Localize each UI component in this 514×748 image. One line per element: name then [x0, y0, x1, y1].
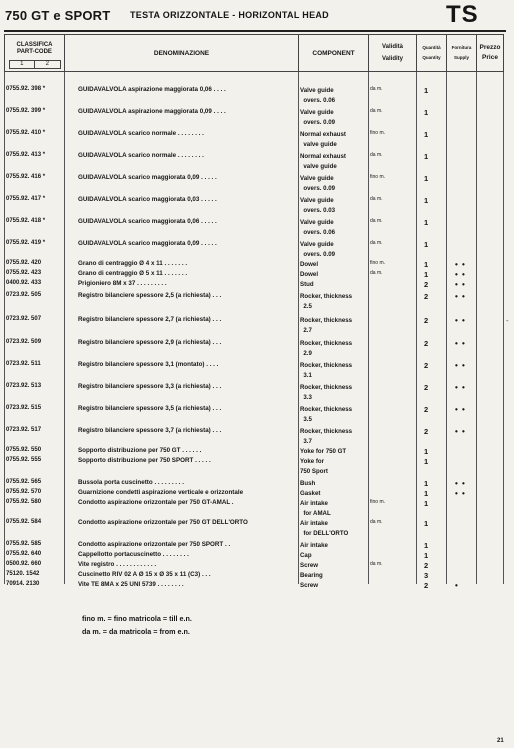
part-description: GUIDAVALVOLA scarico maggiorata 0,09 . . . . .: [78, 240, 217, 247]
part-description: Vite TE 8MA x 25 UNI 5739 . . . . . . . .: [78, 581, 184, 588]
part-code: 0755.92. 565: [6, 479, 42, 485]
part-validity: da m.: [370, 152, 383, 158]
part-component: Rocker, thickness 3.5: [300, 406, 353, 423]
note-fino-matricola: fino m. = fino matricola = till e.n.: [82, 614, 192, 623]
part-description: Bussola porta cuscinetto . . . . . . . . .: [78, 479, 184, 486]
part-code: 0723.92. 507: [6, 316, 42, 322]
part-component: Cap: [300, 552, 312, 559]
code-subcolumn-2: 2: [45, 61, 49, 67]
part-description: Prigioniero 8M x 37 . . . . . . . . .: [78, 280, 167, 287]
part-description: Cuscinetto RIV 02 A Ø 15 x Ø 35 x 11 (C3) . . .: [78, 571, 211, 578]
part-supply: • •: [455, 361, 466, 370]
part-validity: fino m.: [370, 499, 386, 505]
part-description: Registro bilanciere spessore 2,5 (a richiesta) . . .: [78, 292, 222, 299]
part-component: Screw: [300, 562, 319, 569]
part-description: GUIDAVALVOLA aspirazione maggiorata 0,06 . . . .: [78, 86, 226, 93]
part-description: GUIDAVALVOLA scarico maggiorata 0,03 . . . . .: [78, 196, 217, 203]
part-validity: da m.: [370, 519, 383, 525]
part-code: 0755.92. 640: [6, 551, 42, 557]
part-code: 0723.92. 511: [6, 361, 41, 367]
part-component: Rocker, thickness 2.5: [300, 293, 353, 310]
part-code: 70914. 2130: [6, 581, 40, 587]
part-quantity: 1: [424, 519, 429, 528]
part-description: Cappellotto portacuscinetto . . . . . . . .: [78, 551, 189, 558]
notes: [82, 612, 192, 638]
part-code: 0400.92. 433: [6, 280, 42, 286]
part-code: 0755.92. 555: [6, 457, 42, 463]
column-header-name: DENOMINAZIONE: [65, 35, 299, 71]
part-supply: • •: [455, 427, 466, 436]
part-validity: fino m.: [370, 174, 386, 180]
part-code: 0755.92. 417 *: [6, 196, 46, 202]
part-component: Valve guide overs. 0.06: [300, 87, 336, 104]
part-quantity: 1: [424, 174, 429, 183]
part-component: Bearing: [300, 572, 323, 579]
part-validity: da m.: [370, 108, 383, 114]
part-component: Air intake for DELL'ORTO: [300, 520, 349, 537]
part-description: GUIDAVALVOLA scarico maggiorata 0,06 . . . . .: [78, 218, 217, 225]
code-header-line1: CLASSIFICA: [16, 42, 53, 48]
quantity-header-it: Quantità: [422, 45, 441, 50]
part-code: 0755.92. 580: [6, 499, 42, 505]
part-description: Registro bilanciere spessore 2,7 (a richiesta) . . .: [78, 316, 222, 323]
part-quantity: 1: [424, 218, 429, 227]
part-quantity: 2: [424, 405, 429, 414]
part-validity: da m.: [370, 218, 383, 224]
part-code: 0723.92. 515: [6, 405, 42, 411]
part-code: 0755.92. 413 *: [6, 152, 46, 158]
part-supply: • •: [455, 280, 466, 289]
part-description: Registro bilanciere spessore 3,1 (montato) . . . .: [78, 361, 219, 368]
part-code: 0755.92. 550: [6, 447, 42, 453]
part-supply: • •: [455, 270, 466, 279]
part-component: Valve guide overs. 0.09: [300, 109, 336, 126]
part-component: Rocker, thickness 2.7: [300, 317, 353, 334]
part-component: Dowel: [300, 271, 319, 278]
part-description: GUIDAVALVOLA scarico normale . . . . . . . .: [78, 130, 204, 137]
part-component: Valve guide overs. 0.03: [300, 197, 336, 214]
part-quantity: 1: [424, 551, 429, 560]
part-quantity: 1: [424, 86, 429, 95]
page-title: 750 GT e SPORT: [5, 8, 111, 23]
part-code: 0723.92. 513: [6, 383, 42, 389]
supply-header-en: Supply: [453, 55, 469, 60]
part-supply: • •: [455, 292, 466, 301]
part-component: Normal exhaust valve guide: [300, 153, 346, 170]
part-description: Condotto aspirazione orizzontale per 750 GT DELL'ORTO: [78, 519, 248, 526]
part-description: GUIDAVALVOLA scarico normale . . . . . . . .: [78, 152, 204, 159]
part-quantity: 1: [424, 447, 429, 456]
part-component: Screw: [300, 582, 319, 589]
part-component: Stud: [300, 281, 314, 288]
part-code: 75120. 1542: [6, 571, 40, 577]
part-code: 0755.92. 416 *: [6, 174, 46, 180]
part-quantity: 2: [424, 427, 429, 436]
part-quantity: 1: [424, 130, 429, 139]
part-component: Rocker, thickness 3.1: [300, 362, 353, 379]
part-description: Condotto aspirazione orizzontale per 750 SPORT . .: [78, 541, 231, 548]
page-subtitle: TESTA ORIZZONTALE - HORIZONTAL HEAD: [130, 10, 329, 20]
part-code: 0755.92. 398 *: [6, 86, 46, 92]
part-code: 0755.92. 399 *: [6, 108, 46, 114]
supply-header-it: Fornitura: [451, 45, 472, 50]
part-component: Bush: [300, 480, 316, 487]
part-code: 0723.92. 505: [6, 292, 42, 298]
part-code: 0755.92. 419 *: [6, 240, 46, 246]
part-description: GUIDAVALVOLA aspirazione maggiorata 0,09 . . . .: [78, 108, 226, 115]
part-code: 0723.92. 517: [6, 427, 42, 433]
part-code: 0500.92. 660: [6, 561, 42, 567]
part-quantity: 1: [424, 479, 429, 488]
part-quantity: 2: [424, 316, 429, 325]
part-description: Sopporto distribuzione per 750 SPORT . . . . .: [78, 457, 211, 464]
code-header-line2: PART-CODE: [17, 49, 52, 55]
part-description: Registro bilanciere spessore 3,3 (a richiesta) . . .: [78, 383, 222, 390]
part-validity: da m.: [370, 561, 383, 567]
part-description: Grano di centraggio Ø 5 x 11 . . . . . . .: [78, 270, 188, 277]
part-supply: • •: [455, 316, 466, 325]
part-supply: • •: [455, 339, 466, 348]
part-quantity: 1: [424, 152, 429, 161]
validity-header-en: Validity: [381, 56, 403, 62]
part-code: 0755.92. 570: [6, 489, 42, 495]
part-validity: da m.: [370, 270, 383, 276]
part-quantity: 1: [424, 499, 429, 508]
part-supply: •: [455, 581, 459, 590]
quantity-header-en: Quantity: [422, 55, 441, 60]
part-code: 0723.92. 509: [6, 339, 42, 345]
part-component: Air intake for AMAL: [300, 500, 331, 517]
price-header-en: Price: [482, 54, 498, 61]
part-component: Yoke for 750 Sport: [300, 458, 328, 475]
part-description: Registro bilanciere spessore 3,7 (a richiesta) . . .: [78, 427, 222, 434]
part-quantity: 1: [424, 489, 429, 498]
part-component: Gasket: [300, 490, 321, 497]
part-description: Registro bilanciere spessore 3,5 (a richiesta) . . .: [78, 405, 222, 412]
part-quantity: 1: [424, 457, 429, 466]
part-quantity: 1: [424, 240, 429, 249]
part-quantity: 1: [424, 260, 429, 269]
part-supply: • •: [455, 260, 466, 269]
part-quantity: 1: [424, 196, 429, 205]
part-quantity: 2: [424, 361, 429, 370]
part-quantity: 2: [424, 339, 429, 348]
part-code: 0755.92. 585: [6, 541, 42, 547]
part-validity: fino m.: [370, 130, 386, 136]
part-supply: • •: [455, 479, 466, 488]
column-header-component: COMPONENT: [299, 35, 369, 71]
part-supply: • •: [455, 489, 466, 498]
part-code: 0755.92. 418 *: [6, 218, 46, 224]
part-quantity: 2: [424, 383, 429, 392]
part-component: Air intake: [300, 542, 328, 549]
price-header-it: Prezzo: [479, 44, 501, 51]
part-quantity: 3: [424, 571, 429, 580]
part-code: 0755.92. 423: [6, 270, 42, 276]
part-code: 0755.92. 410 *: [6, 130, 46, 136]
part-component: Rocker, thickness 3.7: [300, 428, 353, 445]
note-da-matricola: da m. = da matricola = from e.n.: [82, 627, 190, 636]
part-validity: da m.: [370, 86, 383, 92]
part-supply: • •: [455, 383, 466, 392]
part-component: Yoke for 750 GT: [300, 448, 347, 455]
part-validity: fino m.: [370, 260, 386, 266]
part-component: Rocker, thickness 2.9: [300, 340, 353, 357]
part-component: Dowel: [300, 261, 319, 268]
part-component: Normal exhaust valve guide: [300, 131, 346, 148]
section-code: TS: [446, 1, 479, 28]
part-quantity: 2: [424, 292, 429, 301]
part-quantity: 1: [424, 108, 429, 117]
code-subcolumn-1: 1: [10, 61, 36, 68]
part-supply: • •: [455, 405, 466, 414]
part-description: Vite registro . . . . . . . . . . . .: [78, 561, 157, 568]
part-quantity: 2: [424, 280, 429, 289]
part-quantity: 1: [424, 541, 429, 550]
part-description: Condotto aspirazione orizzontale per 750 GT-AMAL .: [78, 499, 234, 506]
part-component: Rocker, thickness 3.3: [300, 384, 353, 401]
part-component: Valve guide overs. 0.09: [300, 175, 336, 192]
part-quantity: 2: [424, 561, 429, 570]
part-validity: da m.: [370, 240, 383, 246]
margin-mark: -: [506, 316, 509, 325]
part-quantity: 2: [424, 581, 429, 590]
part-component: Valve guide overs. 0.09: [300, 241, 336, 258]
validity-header-it: Validità: [381, 44, 403, 50]
part-validity: da m.: [370, 196, 383, 202]
page-number: 21: [497, 738, 504, 744]
part-code: 0755.92. 420: [6, 260, 42, 266]
part-description: Registro bilanciere spessore 2,9 (a richiesta) . . .: [78, 339, 222, 346]
part-component: Valve guide overs. 0.06: [300, 219, 336, 236]
part-description: Guarnizione condetti aspirazione verticale e orizzontale: [78, 489, 244, 496]
part-description: Sopporto distribuzione per 750 GT . . . . . .: [78, 447, 202, 454]
part-description: Grano di centraggio Ø 4 x 11 . . . . . . .: [78, 260, 188, 267]
part-quantity: 1: [424, 270, 429, 279]
part-description: GUIDAVALVOLA scarico maggiorata 0,09 . . . . .: [78, 174, 217, 181]
part-code: 0755.92. 584: [6, 519, 42, 525]
